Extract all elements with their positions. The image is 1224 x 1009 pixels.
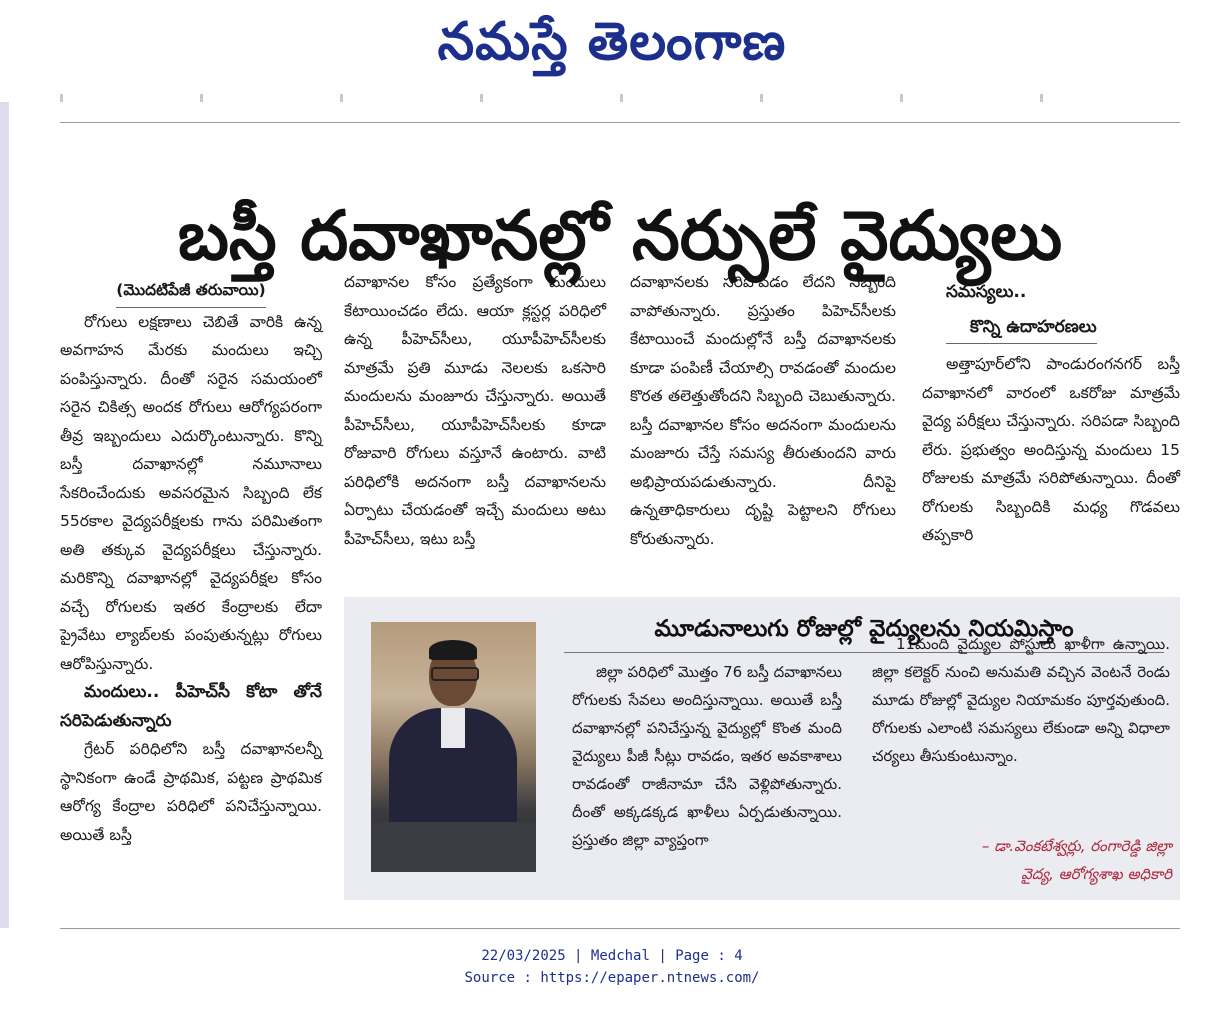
photo-desk (371, 822, 536, 872)
article-column-3 (630, 268, 896, 553)
column-4-lead: సమస్యలు.. (946, 282, 1027, 302)
footer-source-link[interactable]: Source : https://epaper.ntnews.com/ (464, 970, 760, 986)
column-1-paragraph-1: రోగులు లక్షణాలు చెబితే వారికి ఉన్న అవగాహన మేరకు మందులు ఇచ్చి పంపిస్తున్నారు. దీంతో సరైన సమయంలో సరైన చికిత్స అందక రోగులు ఆరోగ్యపరంగా తీవ్ర ఇబ్బందులు ఎదుర్కొంటున్నారు. కొన్ని బస్తీ దవాఖానల్లో నమూనాలు సేకరించేందుకు అవసరమైన సిబ్బంది లేక 55రకాల వైద్యపరీక్షలకు గాను పరిమితంగా అతి తక్కువ వైద్యపరీక్షలు చేస్తున్నారు. మరికొన్ని దవాఖానల్లో వైద్యపరీక్షల కోసం వచ్చే రోగులకు ఇతర కేంద్రాలకు లేదా ప్రైవేటు ల్యాబ్‌లకు పంపుతున్నట్లు రోగులు ఆరోపిస్తున్నారు. (60, 312, 322, 673)
quote-box-column-2 (872, 630, 1170, 770)
official-photo (371, 622, 536, 872)
quote-box-title: మూడునాలుగు రోజుల్లో వైద్యులను నియమిస్తాం (564, 606, 1164, 653)
newspaper-masthead: నమస్తే తెలంగాణ (437, 12, 787, 72)
quote-box-column-1 (572, 658, 842, 854)
quote-box-paragraph-2: 11మంది వైద్యుల పోస్టులు ఖాళీగా ఉన్నాయి. జిల్లా కలెక్టర్ నుంచి అనుమతి వచ్చిన వెంటనే రెండు మూడు రోజుల్లో వైద్యుల నియామకం పూర్తవుతుంది. రోగులకు ఎలాంటి సమస్యలు లేకుండా అన్ని విధాలా చర్యలు తీసుకుంటున్నాం. (872, 635, 1170, 765)
cropped-text-line (60, 94, 1180, 102)
signature-line-2: వైద్య, ఆరోగ్యశాఖ అధికారి (1021, 865, 1172, 883)
article-column-1 (60, 276, 322, 849)
bottom-rule (60, 928, 1180, 929)
photo-glasses (431, 667, 479, 681)
column-1-paragraph-2: గ్రేటర్ పరిధిలోని బస్తీ దవాఖానలన్నీ స్థానికంగా ఉండే ప్రాథమిక, పట్టణ ప్రాథమిక ఆరోగ్య కేంద్రాల పరిధిలో పనిచేస్తున్నాయి. అయితే బస్తీ (60, 740, 322, 844)
article-column-4 (922, 278, 1180, 550)
left-margin-bar (0, 102, 9, 928)
photo-shirt (441, 708, 465, 748)
quote-box-paragraph-1: జిల్లా పరిధిలో మొత్తం 76 బస్తీ దవాఖానలు రోగులకు సేవలు అందిస్తున్నాయి. అయితే బస్తీ దవాఖానల్లో పనిచేస్తున్న వైద్యుల్లో కొంత మంది వైద్యులు పీజీ సీట్లు రావడం, ఇతర అవకాశాలు రావడంతో రాజీనామా చేసి వెళ్లిపోతున్నారు. దీంతో అక్కడక్కడ ఖాళీలు ఏర్పడుతున్నాయి. ప్రస్తుతం జిల్లా వ్యాప్తంగా (572, 663, 842, 849)
photo-hair (429, 640, 477, 660)
continuation-kicker: (మొదటిపేజీ తరువాయి) (60, 276, 322, 308)
top-rule (60, 122, 1180, 123)
column-2-paragraph-1: దవాఖానల కోసం ప్రత్యేకంగా మందులు కేటాయించడం లేదు. ఆయా క్లస్టర్ల పరిధిలో ఉన్న పీహెచ్‌సీలు, యూపీహెచ్‌సీలకు మాత్రమే ప్రతి మూడు నెలలకు ఒకసారి మందులను మంజూరు చేస్తున్నారు. అయితే పీహెచ్‌సీలు, యూపీహెచ్‌సీలకు కూడా రోజువారి రోగులు వస్తూనే ఉంటారు. వాటి పరిధిలోకి అదనంగా బస్తీ దవాఖానలను ఏర్పాటు చేయడంతో ఇచ్చే మందులు అటు పీహెచ్‌సీలు, ఇటు బస్తీ (344, 273, 606, 548)
quote-signature (880, 832, 1172, 888)
column-4-paragraph-1: అత్తాపూర్‌లోని పాండురంగనగర్ బస్తీ దవాఖానలో వారంలో ఒకరోజు మాత్రమే వైద్య పరీక్షలు చేస్తున్నారు. సరిపడా సిబ్బంది లేరు. ప్రభుత్వం అందిస్తున్న మందులు 15 రోజులకు మాత్రమే సరిపోతున్నాయి. దీంతో రోగులకు సిబ్బందికి మధ్య గొడవలు తప్పకారి (922, 355, 1180, 544)
signature-line-1: – డా.వెంకటేశ్వర్లు, రంగారెడ్డి జిల్లా (981, 837, 1172, 855)
column-1-subhead: మందులు.. పీహెచ్‌సీ కోటా తోనే సరిపెడుతున్నారు (60, 682, 322, 731)
column-4-subhead: కొన్ని ఉదాహరణలు (922, 313, 1180, 345)
article-column-2 (344, 268, 606, 553)
footer-edition-line: 22/03/2025 | Medchal | Page : 4 (481, 948, 743, 964)
column-3-paragraph-1: దవాఖానలకు సరిపోవడం లేదని సిబ్బంది వాపోతున్నారు. ప్రస్తుతం పిహెచ్‌సీలకు కేటాయించే మందుల్లోనే బస్తీ దవాఖానలకు కూడా పంపిణీ చేయాల్సి రావడంతో మందుల కొరత తలెత్తుతోందని సిబ్బంది చెబుతున్నారు. బస్తీ దవాఖానల కోసం అదనంగా మందులను మంజూరు చేస్తే సమస్య తీరుతుందని వారు అభిప్రాయపడుతున్నారు. దీనిపై ఉన్నతాధికారులు దృష్టి పెట్టాలని రోగులు కోరుతున్నారు. (630, 273, 896, 548)
article-headline: బస్తీ దవాఖానల్లో నర్సులే వైద్యులు (177, 196, 1063, 276)
